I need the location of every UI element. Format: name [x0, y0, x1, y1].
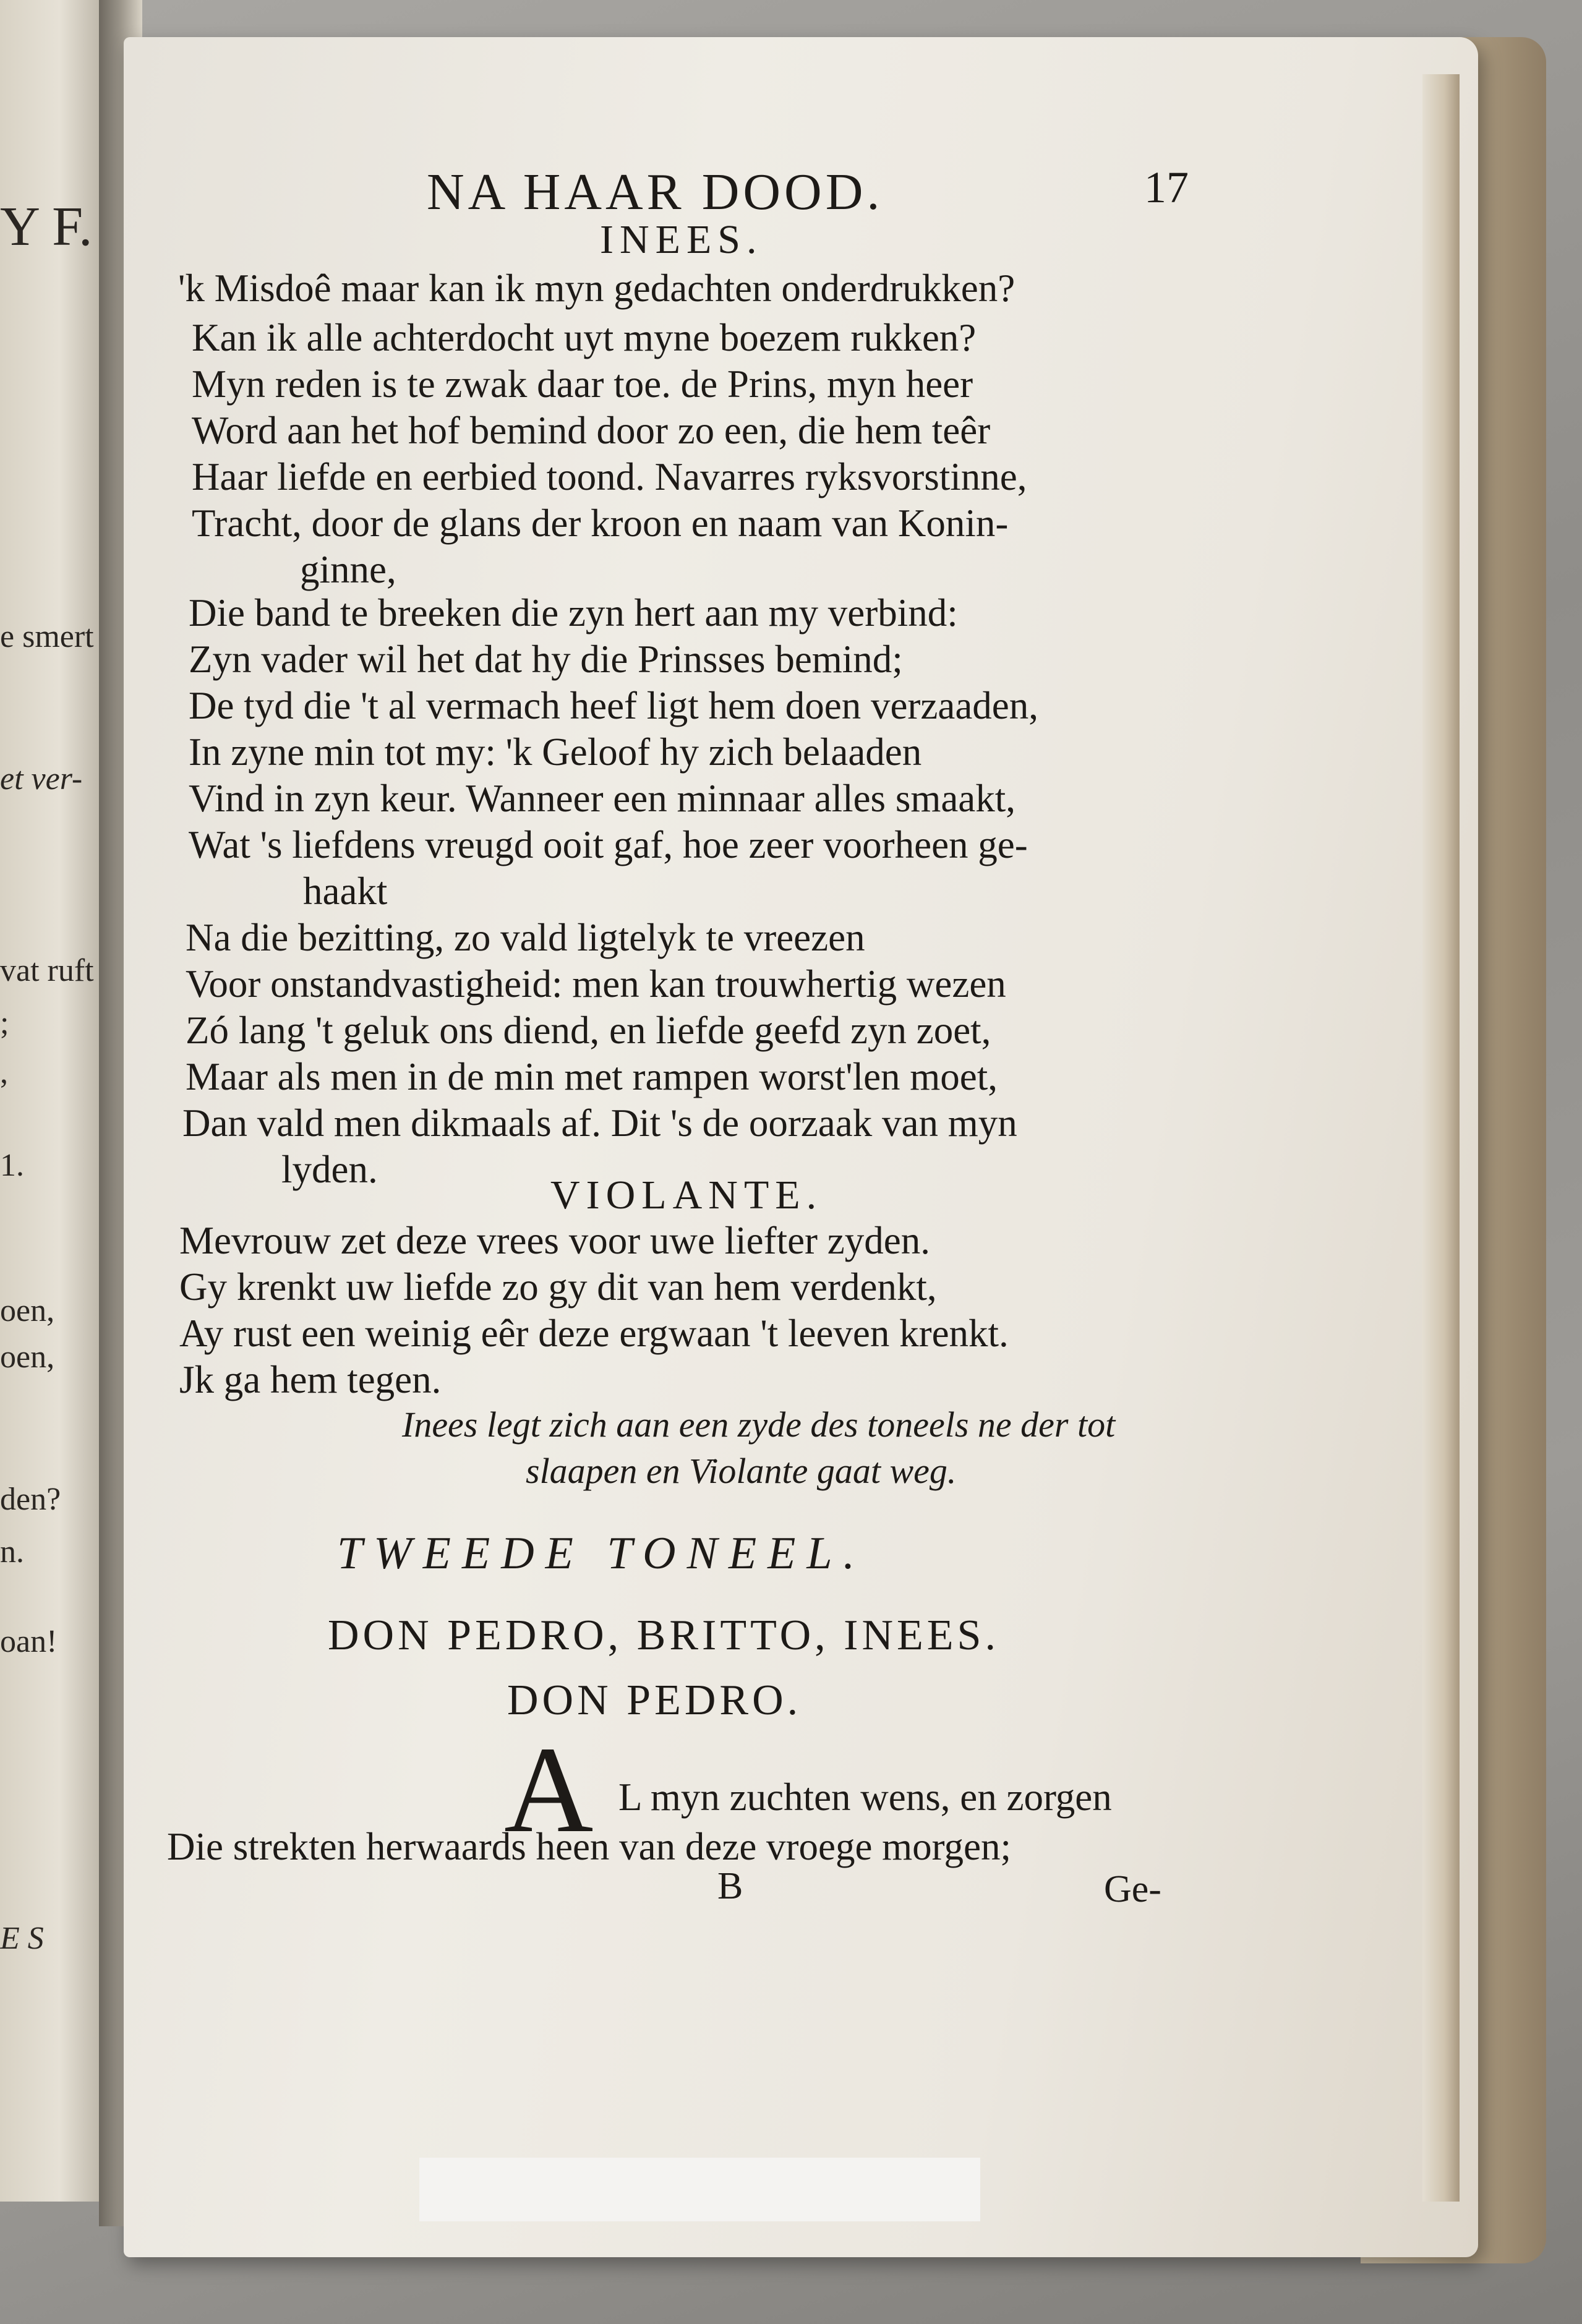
verse-line: haakt	[303, 869, 388, 913]
verse-line: In zyne min tot my: 'k Geloof hy zich belaaden	[189, 730, 922, 774]
verse-line: Mevrouw zet deze vrees voor uwe liefter zyden.	[179, 1219, 930, 1262]
verse-line: ginne,	[300, 548, 396, 591]
left-fragment: oen,	[0, 1293, 55, 1328]
verse-line: Die band te breeken die zyn hert aan my verbind:	[189, 591, 958, 634]
verse-line: Vind in zyn keur. Wanneer een minnaar alles smaakt,	[189, 777, 1016, 820]
signature-mark: B	[717, 1865, 743, 1907]
drop-capital: A	[504, 1722, 594, 1858]
left-fragment: den?	[0, 1482, 61, 1517]
verse-line: Word aan het hof bemind door zo een, die hem teêr	[192, 409, 991, 452]
redaction-box	[419, 2158, 980, 2221]
left-fragment: E S	[0, 1921, 44, 1956]
verse-line: Myn reden is te zwak daar toe. de Prins, myn heer	[192, 362, 973, 406]
left-fragment: oen,	[0, 1339, 55, 1375]
stage-direction: slaapen en Violante gaat weg.	[526, 1451, 957, 1491]
speaker-label: INEES.	[600, 217, 763, 262]
left-fragment: Y F.	[0, 196, 93, 257]
left-fragment: 1.	[0, 1148, 24, 1183]
left-fragment: vat ruft	[0, 953, 94, 988]
verse-line: Voor onstandvastigheid: men kan trouwhertig wezen	[186, 962, 1006, 1006]
verse-line: 'k Misdoê maar kan ik myn gedachten onderdrukken?	[178, 267, 1015, 310]
left-fragment: ,	[0, 1055, 8, 1090]
verse-line: Zó lang 't geluk ons diend, en liefde geefd zyn zoet,	[186, 1009, 991, 1052]
verse-line: lyden.	[281, 1148, 378, 1191]
stage-direction: Inees legt zich aan een zyde des toneels ne der tot	[402, 1404, 1116, 1445]
character-list: DON PEDRO, BRITTO, INEES.	[328, 1612, 999, 1659]
deckle-edge	[1422, 74, 1460, 2202]
left-fragment: et ver-	[0, 761, 83, 797]
catchword: Ge-	[1104, 1868, 1161, 1910]
verse-line: Dan vald men dikmaals af. Dit 's de oorzaak van myn	[182, 1101, 1017, 1145]
left-fragment: n.	[0, 1534, 24, 1570]
verse-line: Gy krenkt uw liefde zo gy dit van hem verdenkt,	[179, 1265, 937, 1309]
verse-line: L myn zuchten wens, en zorgen	[618, 1775, 1112, 1819]
verse-line: De tyd die 't al vermach heef ligt hem doen verzaaden,	[189, 684, 1039, 727]
left-page	[0, 0, 108, 2202]
left-fragment: oan!	[0, 1624, 58, 1659]
verse-line: Wat 's liefdens vreugd ooit gaf, hoe zeer voorheen ge-	[189, 823, 1028, 866]
running-header: NA HAAR DOOD.	[427, 163, 884, 221]
verse-line: Zyn vader wil het dat hy die Prinsses bemind;	[189, 638, 903, 681]
verse-line: Die strekten herwaards heen van deze vroege morgen;	[167, 1825, 1011, 1868]
verse-line: Jk ga hem tegen.	[179, 1358, 442, 1401]
speaker-label: VIOLANTE.	[550, 1173, 823, 1218]
left-fragment: e smert	[0, 619, 94, 654]
left-fragment: ;	[0, 1006, 9, 1041]
verse-line: Na die bezitting, zo vald ligtelyk te vreezen	[186, 916, 865, 959]
speaker-label: DON PEDRO.	[507, 1677, 802, 1724]
verse-line: Kan ik alle achterdocht uyt myne boezem rukken?	[192, 316, 977, 359]
scene-title: TWEEDE TONEEL.	[337, 1528, 866, 1579]
verse-line: Haar liefde en eerbied toond. Navarres ryksvorstinne,	[192, 455, 1027, 498]
verse-line: Ay rust een weinig eêr deze ergwaan 't leeven krenkt.	[179, 1312, 1009, 1355]
verse-line: Maar als men in de min met rampen worst'len moet,	[186, 1055, 998, 1098]
page-number: 17	[1144, 163, 1189, 212]
verse-line: Tracht, door de glans der kroon en naam van Konin-	[192, 502, 1009, 545]
